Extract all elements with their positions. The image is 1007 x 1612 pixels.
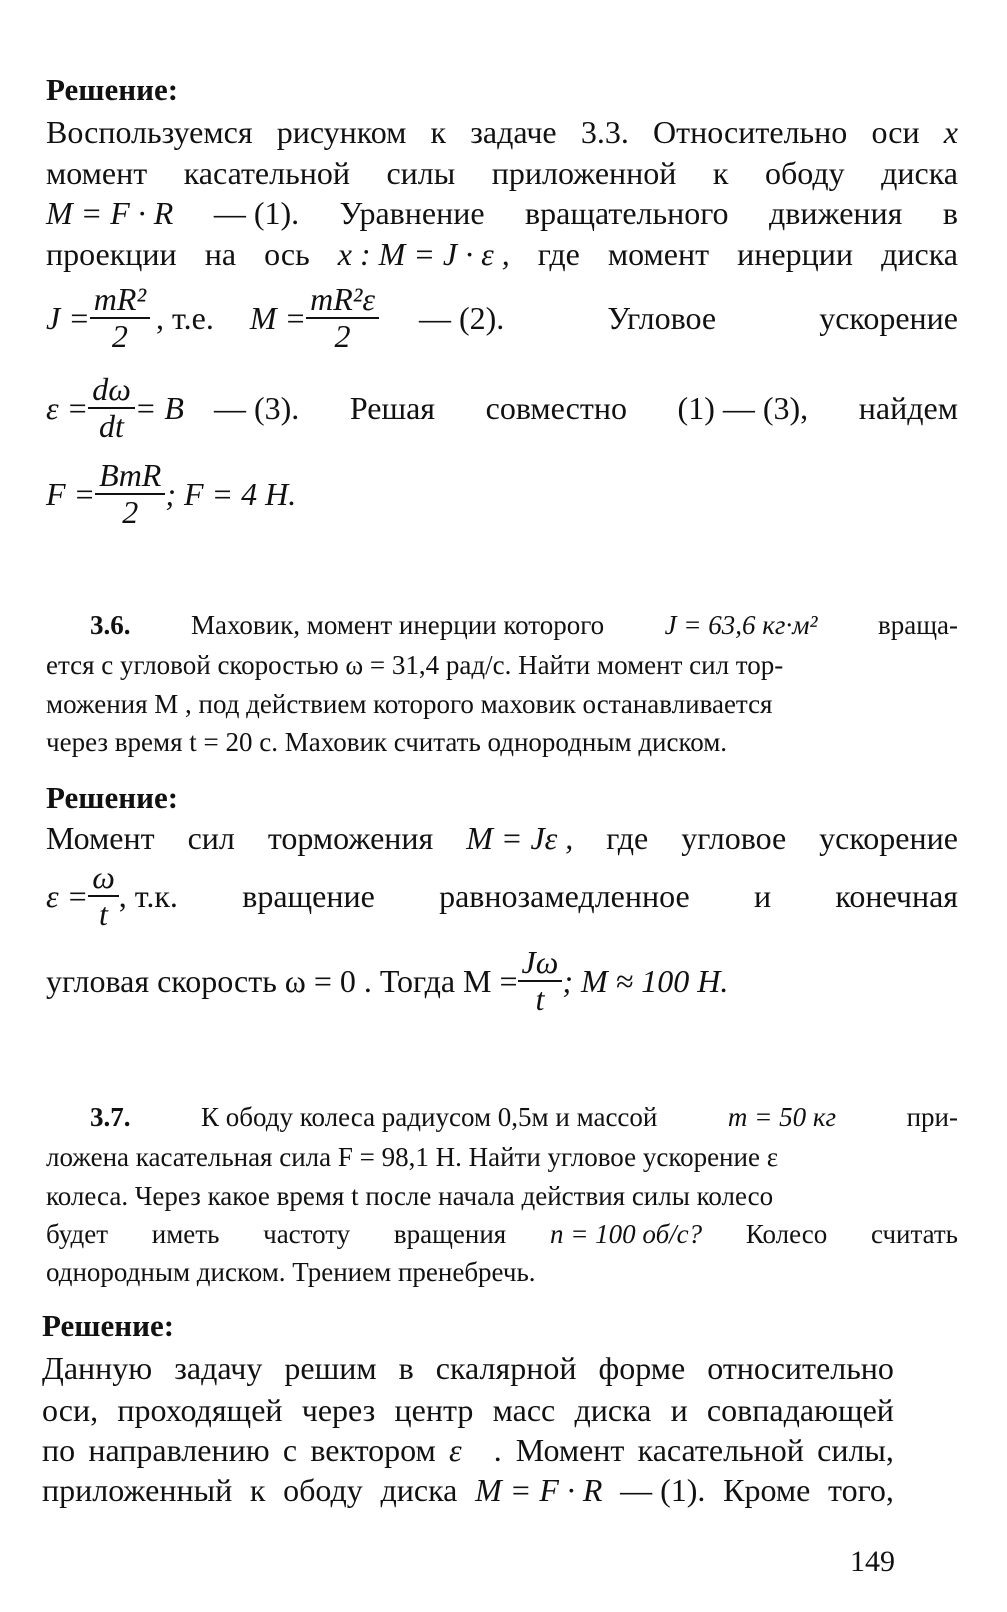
formula: n = 100 об/с? (549, 1219, 703, 1249)
word: — (1). (620, 1472, 706, 1508)
formula: ε⃗ . (449, 1432, 503, 1468)
word: проекции (46, 236, 177, 272)
word: диска (881, 236, 958, 272)
word: Момент (46, 820, 155, 856)
word: Относительно (653, 114, 848, 150)
word: силы (386, 155, 456, 191)
word: вращение (242, 877, 375, 914)
word: к (430, 114, 447, 150)
paragraph-line (46, 195, 958, 232)
solution-heading-1: Решение: (46, 72, 179, 107)
formula: m = 50 кг (727, 1102, 837, 1132)
word: при- (906, 1102, 958, 1132)
word: будет (46, 1219, 109, 1249)
fraction: $\frac{J\omega}{t}$ (518, 945, 563, 1017)
formula: J = 63,6 кг·м² (664, 610, 818, 640)
word: — (3). (213, 389, 300, 426)
word: конечная (835, 877, 958, 914)
word: считать (871, 1219, 958, 1249)
formula: M = F · R (46, 195, 174, 231)
word: 3.3. (580, 114, 629, 150)
word: рисунком (276, 114, 407, 150)
fraction: $\frac{\text{mR²}}{2}$ (90, 282, 150, 354)
problem-number: 3.7. (90, 1102, 131, 1132)
formula: ; M ≈ 100 Н. (562, 962, 729, 999)
word: угловое (681, 820, 787, 856)
word: Колесо (745, 1219, 828, 1249)
word: и (753, 877, 772, 914)
word: Уравнение (339, 195, 485, 231)
paragraph-line (46, 155, 958, 192)
word: того, (828, 1472, 894, 1508)
word: где (537, 236, 580, 272)
problem-line: через время t = 20 с. Маховик считать однородным диском. (46, 727, 728, 757)
word: приложенной (491, 155, 677, 191)
problem-line: можения M , под действием которого маховик останавливается (46, 689, 773, 719)
word: момент (46, 155, 148, 191)
problem-line: однородным диском. Трением пренебречь. (46, 1257, 536, 1287)
word: — (1). (213, 195, 300, 231)
word: через (301, 1392, 376, 1428)
word: центр (394, 1392, 474, 1428)
word: масс (492, 1392, 556, 1428)
word: враща- (878, 610, 958, 640)
paragraph-line (46, 114, 958, 151)
paragraph-line (42, 1392, 894, 1429)
word: ось (264, 236, 310, 272)
word: задаче (470, 114, 557, 150)
word: иметь (151, 1219, 220, 1249)
word: проходящей (117, 1392, 283, 1428)
word: приложенный (42, 1472, 233, 1508)
word: относительно (707, 1350, 894, 1386)
word: на (204, 236, 237, 272)
equation-line (46, 945, 958, 1017)
word: задачу (174, 1350, 263, 1386)
fraction: $\frac{\omega}{t}$ (88, 860, 119, 932)
paragraph-line (42, 1432, 894, 1469)
word: инерции (737, 236, 853, 272)
formula: F = (46, 475, 96, 512)
formula: J = (46, 299, 90, 336)
word: вектором (310, 1432, 436, 1468)
problem-number: 3.6. (90, 610, 131, 640)
word: где (606, 820, 649, 856)
word: Угловое (607, 299, 717, 336)
fraction: $\frac{\text{mR²ε}}{2}$ (306, 282, 379, 354)
word: оси, (42, 1392, 99, 1428)
formula: ; F = 4 Н. (165, 475, 297, 512)
formula: ε = (46, 877, 89, 914)
word: направлению (88, 1432, 270, 1468)
word: , т.е. (156, 299, 214, 336)
variable: x (943, 114, 958, 150)
formula: M = F · R (475, 1472, 603, 1508)
equation-line (46, 458, 958, 530)
paragraph-line (46, 236, 958, 273)
word: диска (574, 1392, 652, 1428)
word: (1) — (3), (677, 389, 809, 426)
word: Маховик, момент инерции которого (190, 610, 605, 640)
equation-line (46, 860, 958, 932)
word: К ободу колеса радиусом 0,5м и массой (201, 1102, 658, 1132)
word: Воспользуемся (46, 114, 253, 150)
equation-line (46, 372, 958, 444)
word: торможения (267, 820, 434, 856)
formula: ε = (46, 389, 89, 426)
word: и (670, 1392, 688, 1428)
word: вращательного (525, 195, 729, 231)
word: форме (598, 1350, 686, 1386)
word: ускорение (819, 299, 958, 336)
formula: M = (249, 299, 307, 336)
problem-line: ложена касательная сила F = 98,1 Н. Найти угловое ускорение ε (46, 1142, 779, 1172)
problem-line: колеса. Через какое время t после начала действия силы колесо (46, 1181, 774, 1211)
formula: = B (134, 389, 184, 426)
word: совпадающей (706, 1392, 894, 1428)
equation-line (46, 282, 958, 354)
word: найдем (858, 389, 958, 426)
page-number: 149 (850, 1545, 895, 1578)
word: диска (881, 155, 958, 191)
paragraph-line (42, 1350, 894, 1387)
paragraph-line (46, 820, 958, 857)
word: Кроме (723, 1472, 811, 1508)
word: Данную (42, 1350, 153, 1386)
problem-line (90, 610, 958, 641)
word: к (249, 1472, 266, 1508)
word: Решая (349, 389, 435, 426)
word: оси (871, 114, 920, 150)
word: , т.к. (118, 877, 178, 914)
word: силы, (817, 1432, 894, 1468)
word: с (282, 1432, 298, 1468)
word: ободу (283, 1472, 363, 1508)
word: движения (769, 195, 903, 231)
word: в (942, 195, 958, 231)
formula: M = Jε , (466, 820, 574, 856)
solution-heading-2: Решение: (46, 780, 179, 815)
word: совместно (485, 389, 627, 426)
word: сил (187, 820, 235, 856)
word: вращения (393, 1219, 507, 1249)
word: частоту (263, 1219, 351, 1249)
fraction: $\frac{\text{BmR}}{2}$ (95, 458, 165, 530)
word: касательной (637, 1432, 804, 1468)
word: ободу (764, 155, 845, 191)
word: равнозамедленное (439, 877, 690, 914)
fraction: $\frac{d\omega}{dt}$ (88, 372, 135, 444)
word: Момент (515, 1432, 625, 1468)
word: к (712, 155, 729, 191)
word: момент (607, 236, 710, 272)
solution-heading-3: Решение: (42, 1308, 175, 1343)
formula: x : M = J · ε , (337, 236, 510, 272)
word: касательной (183, 155, 350, 191)
word: ускорение (819, 820, 958, 856)
word: — (2). (418, 299, 505, 336)
sentence: угловая скорость ω = 0 . Тогда M = (46, 962, 518, 999)
word: решим (284, 1350, 377, 1386)
word: по (42, 1432, 76, 1468)
word: в (398, 1350, 414, 1386)
problem-line (90, 1102, 958, 1133)
problem-line: ется с угловой скоростью ω = 31,4 рад/с. Найти момент сил тор- (46, 650, 784, 680)
paragraph-line (42, 1472, 894, 1509)
problem-line (46, 1219, 958, 1250)
word: скалярной (435, 1350, 577, 1386)
word: диска (380, 1472, 458, 1508)
